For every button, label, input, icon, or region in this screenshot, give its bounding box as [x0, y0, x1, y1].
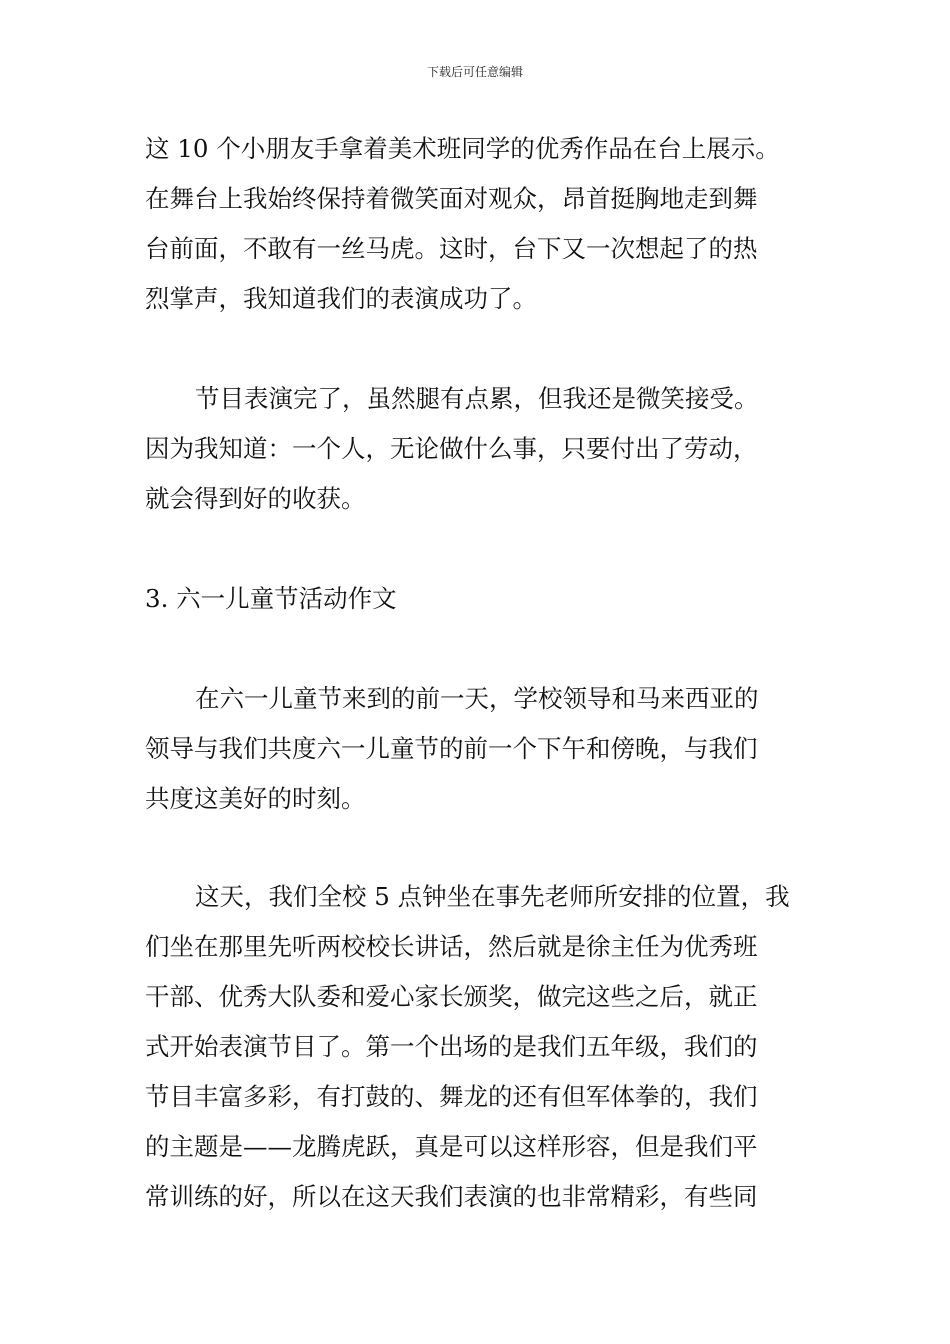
- section-heading: [145, 574, 810, 624]
- text-line: 台前面，不敢有一丝马虎。这时，台下又一次想起了的热: [145, 234, 758, 263]
- text-line: 干部、优秀大队委和爱心家长颁奖，做完这些之后，就正: [145, 982, 758, 1011]
- paragraph-spacer: [145, 524, 810, 574]
- page-header: 下载后可任意编辑: [426, 65, 523, 79]
- text-line: 在舞台上我始终保持着微笑面对观众，昂首挺胸地走到舞: [145, 184, 758, 213]
- document-body: [145, 124, 810, 1222]
- text-line: 领导与我们共度六一儿童节的前一个下午和傍晚，与我们: [145, 734, 758, 763]
- paragraph-that-day: [145, 872, 810, 1222]
- text-line: 就会得到好的收获。: [145, 484, 366, 513]
- text-line: 共度这美好的时刻。: [145, 784, 366, 813]
- text-line: 节目表演完了，虽然腿有点累，但我还是微笑接受。: [195, 384, 759, 413]
- paragraph-spacer: [145, 824, 810, 872]
- text-line: 常训练的好，所以在这天我们表演的也非常精彩，有些同: [145, 1182, 758, 1211]
- text-line: 这 10 个小朋友手拿着美术班同学的优秀作品在台上展示。: [145, 134, 780, 163]
- text-line: 们坐在那里先听两校校长讲话，然后就是徐主任为优秀班: [145, 932, 758, 961]
- text-line: 因为我知道：一个人，无论做什么事，只要付出了劳动，: [145, 434, 758, 463]
- text-line: 式开始表演节目了。第一个出场的是我们五年级，我们的: [145, 1032, 758, 1061]
- section-title: 3. 六一儿童节活动作文: [145, 584, 397, 613]
- paragraph-performance-done: [145, 374, 810, 524]
- text-line: 的主题是——龙腾虎跃，真是可以这样形容，但是我们平: [145, 1132, 758, 1161]
- paragraph-day-before: [145, 674, 810, 824]
- paragraph-stage-show: [145, 124, 810, 324]
- text-line: 节目丰富多彩，有打鼓的、舞龙的还有但军体拳的，我们: [145, 1082, 758, 1111]
- text-line: 烈掌声，我知道我们的表演成功了。: [145, 284, 537, 313]
- paragraph-spacer: [145, 324, 810, 374]
- text-line: 这天，我们全校 5 点钟坐在事先老师所安排的位置，我: [195, 882, 790, 911]
- paragraph-spacer: [145, 624, 810, 674]
- text-line: 在六一儿童节来到的前一天，学校领导和马来西亚的: [195, 684, 759, 713]
